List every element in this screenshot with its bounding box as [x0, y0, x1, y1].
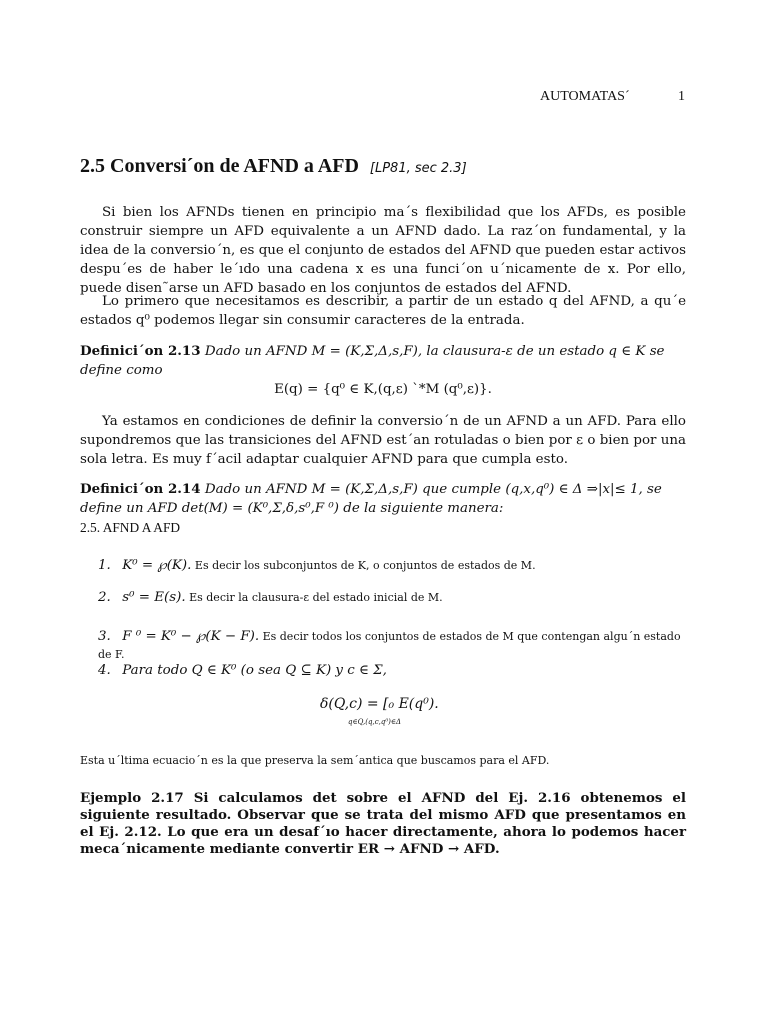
item-text: Es decir la clausura-ε del estado inicial de M. [185, 591, 443, 604]
item-text: Es decir los subconjuntos de K, o conjuntos de estados de M. [191, 559, 536, 572]
example-label: Ejemplo 2.17 [80, 790, 184, 806]
definition-2-13 [80, 342, 686, 399]
item-head: Para todo Q ∈ K⁰ (o sea Q ⊆ K) y c ∈ Σ, [122, 663, 387, 678]
item-head: F ⁰ = K⁰ − ℘(K − F). [122, 629, 260, 644]
formula-main: δ(Q,c) = [₀ E(q⁰). [320, 696, 439, 712]
example-2-17 [80, 790, 686, 858]
transition-formula [320, 696, 439, 726]
section-heading: 2.5 Conversi´on de AFND a AFD [80, 155, 359, 177]
item-number: 4. [98, 663, 111, 678]
item-text: Es decir todos los conjuntos de estados de M que contengan algu´n estado de F. [98, 630, 681, 661]
section-title [80, 155, 680, 178]
definition-label: Definici´on 2.14 [80, 481, 201, 497]
definition-formula: E(q) = {q⁰ ∈ K,(q,ε) `*M (q⁰,ε)}. [274, 382, 492, 397]
running-header [540, 89, 685, 105]
list-item [98, 557, 686, 575]
paragraph-conversion: Ya estamos en condiciones de definir la conversio´n de un AFND a un AFD. Para ello supondremos que las transiciones del AFND est´an rotuladas o bien por ε o bien por una sola letra. Es muy f´acil adaptar cualquier AFND para que cumpla esto. [80, 414, 686, 467]
item-number: 3. [98, 629, 111, 644]
section-line: 2.5. AFND A AFD [80, 520, 181, 535]
item-number: 1. [98, 558, 111, 573]
note-text: Esta u´ltima ecuacio´n es la que preserva la sem´antica que buscamos para el AFD. [80, 754, 550, 767]
section-reference: [LP81, sec 2.3] [369, 161, 467, 176]
list-item [98, 589, 686, 607]
header-title: AUTOMATAS´ [540, 89, 630, 104]
item-number: 2. [98, 590, 111, 605]
page-number: 1 [678, 89, 685, 104]
item-head: s⁰ = E(s). [122, 590, 186, 605]
formula-subscript: q∈Q,(q,c,q⁰)∈Δ [348, 718, 402, 726]
definition-text: Dado un AFND M = (K,Σ,Δ,s,F), la clausura-ε de un estado q ∈ K se define como [80, 344, 665, 378]
definition-2-14 [80, 480, 686, 537]
definition-text: Dado un AFND M = (K,Σ,Δ,s,F) que cumple (q,x,q⁰) ∈ Δ ⇒|x|≤ 1, se define un AFD det(M) = (K⁰,Σ,δ,s⁰,F ⁰) de la siguiente manera: [80, 482, 662, 516]
paragraph-intro: Si bien los AFNDs tienen en principio ma´s flexibilidad que los AFDs, es posible construir siempre un AFD equivalente a un AFND dado. La raz´on fundamental, y la idea de la conversio´n, es que el conjunto de estados del AFND que pueden estar activos despu´es de haber le´ıdo una cadena x es una funci´on u´nicamente de x. Por ello, puede disen˜arse un AFD basado en los conjuntos de estados del AFND. [80, 205, 686, 296]
example-text: Si calculamos det sobre el AFND del Ej. 2.16 obtenemos el siguiente resultado. Observar que se trata del mismo AFD que presentamos en el Ej. 2.12. Lo que era un desaf´ıo hacer directamente, ahora lo podemos hacer meca´nicamente mediante convertir ER → AFND → AFD. [80, 790, 686, 857]
definition-label: Definici´on 2.13 [80, 343, 201, 359]
list-item [98, 662, 686, 680]
paragraph-clausura: Lo primero que necesitamos es describir, a partir de un estado q del AFND, a qu´e estados q⁰ podemos llegar sin consumir caracteres de la entrada. [80, 294, 686, 328]
list-item [98, 628, 686, 664]
item-head: K⁰ = ℘(K). [122, 558, 192, 573]
